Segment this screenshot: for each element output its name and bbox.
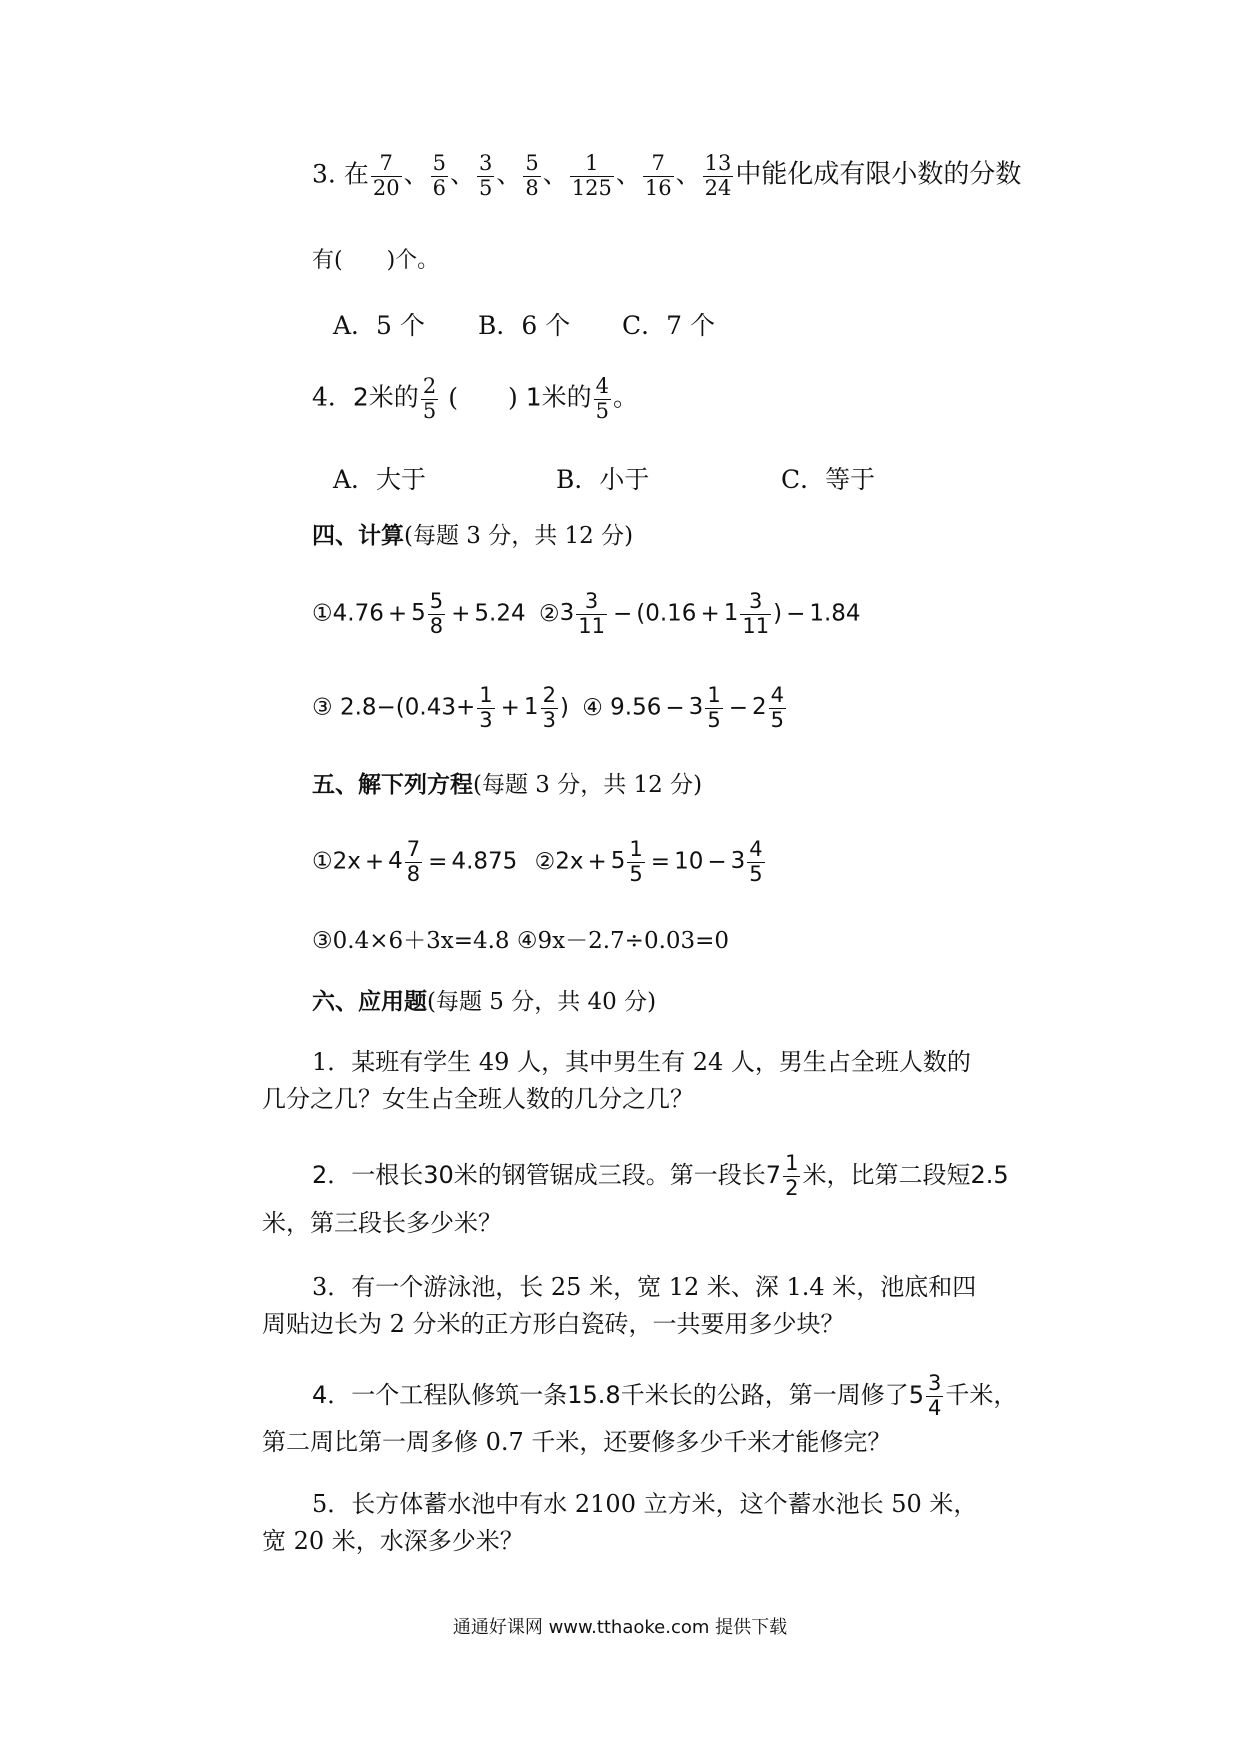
q4-option-c: C．等于 — [781, 465, 876, 494]
app4-line2: 第二周比第一周多修 0.7 千米，还要修多少千米才能修完？ — [262, 1428, 892, 1456]
denominator: 20 — [372, 175, 400, 200]
fraction — [371, 152, 402, 200]
app2-text: 2．一根长30米的钢管锯成三段。第一段长7 — [312, 1161, 782, 1190]
numerator: 2 — [542, 683, 556, 707]
separator: 、 — [449, 159, 475, 189]
denominator: 5 — [595, 398, 609, 423]
numerator: 3 — [927, 1371, 942, 1395]
numerator: 5 — [429, 589, 444, 613]
denominator: 3 — [542, 707, 556, 732]
fraction — [747, 838, 764, 886]
numerator: 3 — [749, 589, 763, 613]
numerator: 5 — [432, 151, 446, 175]
mark: ③ — [312, 694, 333, 721]
fraction — [477, 152, 494, 200]
q4-blank: ( ) — [448, 382, 518, 412]
term: 2.8− — [339, 694, 396, 721]
numerator: 4 — [749, 837, 763, 861]
mark: ② — [534, 848, 556, 875]
operator: + — [700, 600, 720, 627]
term: 2x — [555, 848, 584, 875]
term: 0.43+ — [404, 694, 476, 721]
mark: ① — [312, 600, 333, 627]
numerator: 1 — [629, 837, 643, 861]
app3-line1: 3．有一个游泳池，长 25 米，宽 12 米、深 1.4 米，池底和四 — [312, 1273, 977, 1301]
app4-text-end: 千米， — [945, 1381, 1018, 1410]
q3-option-c: C．7 个 — [622, 311, 715, 340]
fraction — [570, 152, 614, 200]
term: 4.76 — [332, 600, 384, 627]
section-5-title: 五、解下列方程 — [312, 771, 473, 798]
operator: = — [428, 848, 448, 875]
denominator: 24 — [704, 175, 732, 200]
app1-line2: 几分之几？女生占全班人数的几分之几？ — [262, 1085, 694, 1113]
section-4-title: 四、计算 — [312, 522, 404, 549]
q3-option-a: A．5 个 — [333, 311, 425, 340]
q4-option-a: A．大于 — [333, 465, 427, 494]
separator: 、 — [542, 159, 568, 189]
denominator: 8 — [429, 613, 444, 638]
numerator: 13 — [704, 151, 732, 175]
operator: + — [364, 848, 385, 875]
term: 0.16 — [645, 600, 697, 627]
term: 1.84 — [809, 600, 861, 627]
numerator: 3 — [584, 589, 599, 613]
operator: + — [500, 694, 520, 721]
section-4-heading — [312, 522, 633, 551]
denominator: 11 — [742, 613, 770, 638]
mixed-number — [524, 684, 560, 732]
term: 10 — [674, 848, 704, 875]
fraction — [643, 152, 674, 200]
whole: 3 — [730, 848, 746, 875]
paren: ( — [395, 694, 405, 721]
calc-line2 — [312, 684, 788, 732]
fraction — [627, 838, 644, 886]
numerator: 7 — [379, 151, 393, 175]
whole: 1 — [723, 600, 739, 627]
mixed-number — [752, 684, 788, 732]
app2-line2: 米，第三段长多少米？ — [262, 1209, 502, 1237]
mark: ① — [312, 848, 333, 875]
numerator: 1 — [585, 151, 599, 175]
denominator: 5 — [629, 861, 643, 886]
denominator: 125 — [571, 175, 612, 200]
separator: 、 — [615, 159, 641, 189]
app5-line1: 5．长方体蓄水池中有水 2100 立方米，这个蓄水池长 50 米， — [312, 1490, 978, 1518]
term: 4.875 — [451, 848, 518, 875]
app1-line1: 1．某班有学生 49 人，其中男生有 24 人，男生占全班人数的 — [312, 1048, 971, 1076]
calc-line1 — [312, 590, 861, 638]
numerator: 1 — [785, 1151, 799, 1175]
operator: − — [728, 694, 748, 721]
paren: ) — [559, 694, 569, 721]
numerator: 7 — [651, 151, 665, 175]
denominator: 16 — [644, 175, 672, 200]
q3-postfix: 中能化成有限小数的分数 — [735, 159, 1022, 190]
section-4-note: (每题 3 分，共 12 分) — [404, 523, 634, 549]
operator: = — [650, 848, 671, 875]
numerator: 5 — [525, 151, 539, 175]
separator: 、 — [403, 159, 429, 189]
term: 2x — [332, 848, 361, 875]
section-6-note: (每题 5 分，共 40 分) — [427, 989, 657, 1015]
numerator: 4 — [595, 374, 609, 398]
operator: − — [665, 694, 685, 721]
app2-line1 — [312, 1152, 1009, 1200]
operator: − — [786, 600, 806, 627]
numerator: 1 — [479, 683, 493, 707]
paren: ( — [636, 600, 646, 627]
whole: 3 — [559, 600, 575, 627]
q4-line — [312, 375, 638, 423]
term: 9.56 — [610, 694, 662, 721]
section-5-note: (每题 3 分，共 12 分) — [473, 772, 703, 798]
equation-line1 — [312, 838, 767, 886]
operator: + — [451, 600, 471, 627]
app4-line1 — [312, 1372, 1017, 1420]
q3-prefix: 在 — [343, 159, 369, 189]
denominator: 5 — [770, 707, 784, 732]
denominator: 8 — [406, 861, 421, 886]
fraction — [926, 1372, 943, 1420]
q4-text2: 1米的 — [525, 382, 592, 412]
whole: 5 — [411, 600, 426, 627]
mixed-number — [560, 590, 609, 638]
numerator: 3 — [478, 151, 493, 175]
numerator: 1 — [707, 683, 721, 707]
numerator: 4 — [770, 683, 784, 707]
separator: 、 — [675, 159, 701, 189]
q4-text1: 2米的 — [352, 382, 419, 412]
whole: 4 — [388, 848, 403, 875]
app4-text: 4．一个工程队修筑一条15.8千米长的公路，第一周修了5 — [312, 1381, 924, 1410]
fraction — [523, 152, 540, 200]
fraction — [769, 684, 786, 732]
mark: ② — [538, 600, 560, 627]
operator: − — [612, 600, 633, 627]
denominator: 6 — [432, 175, 446, 200]
fraction — [705, 684, 722, 732]
fraction — [431, 152, 448, 200]
denominator: 2 — [785, 1175, 799, 1200]
fraction — [477, 684, 494, 732]
fraction — [541, 684, 558, 732]
mixed-number — [411, 590, 447, 638]
denominator: 11 — [578, 613, 605, 638]
mixed-number — [388, 838, 424, 886]
operator: − — [707, 848, 727, 875]
paren: ) — [773, 600, 783, 627]
q4-end: 。 — [612, 382, 638, 412]
fraction — [783, 1152, 800, 1200]
operator: + — [387, 600, 408, 627]
whole: 3 — [688, 694, 704, 721]
q4-number: 4． — [312, 382, 353, 412]
section-5-heading — [312, 771, 702, 800]
footer-credit: 通通好课网 www.tthaoke.com 提供下载 — [452, 1617, 788, 1638]
denominator: 5 — [422, 398, 437, 423]
fraction — [405, 838, 422, 886]
denominator: 3 — [479, 707, 493, 732]
app3-line2: 周贴边长为 2 分米的正方形白瓷砖，一共要用多少块？ — [262, 1310, 845, 1338]
denominator: 5 — [707, 707, 721, 732]
fraction — [428, 590, 445, 638]
denominator: 5 — [749, 861, 763, 886]
q3-line1 — [312, 152, 1021, 200]
mixed-number — [731, 838, 767, 886]
mixed-number — [724, 590, 773, 638]
fraction — [740, 590, 771, 638]
mixed-number — [611, 838, 647, 886]
mark: ④ — [582, 694, 603, 721]
app5-line2: 宽 20 米，水深多少米？ — [262, 1527, 524, 1555]
q3-number: 3. — [312, 159, 336, 189]
q4-option-b: B．小于 — [556, 465, 650, 494]
numerator: 2 — [422, 374, 437, 398]
app2-text-end: 米，比第二段短2.5 — [802, 1161, 1009, 1190]
q3-line2: 有( )个。 — [312, 248, 440, 273]
denominator: 5 — [478, 175, 493, 200]
whole: 1 — [523, 694, 539, 721]
equation-line2: ③0.4×6＋3x=4.8 ④9x－2.7÷0.03=0 — [312, 928, 730, 954]
fraction — [703, 152, 734, 200]
section-6-heading — [312, 988, 656, 1017]
fraction — [421, 375, 438, 423]
mixed-number — [689, 684, 725, 732]
fraction — [576, 590, 607, 638]
denominator: 4 — [927, 1395, 942, 1420]
denominator: 8 — [525, 175, 539, 200]
separator: 、 — [496, 159, 522, 189]
whole: 2 — [751, 694, 767, 721]
term: 5.24 — [474, 600, 526, 627]
section-6-title: 六、应用题 — [312, 988, 427, 1015]
q3-option-b: B．6 个 — [478, 311, 571, 340]
numerator: 7 — [406, 837, 421, 861]
whole: 5 — [610, 848, 626, 875]
operator: + — [587, 848, 607, 875]
fraction — [594, 375, 611, 423]
